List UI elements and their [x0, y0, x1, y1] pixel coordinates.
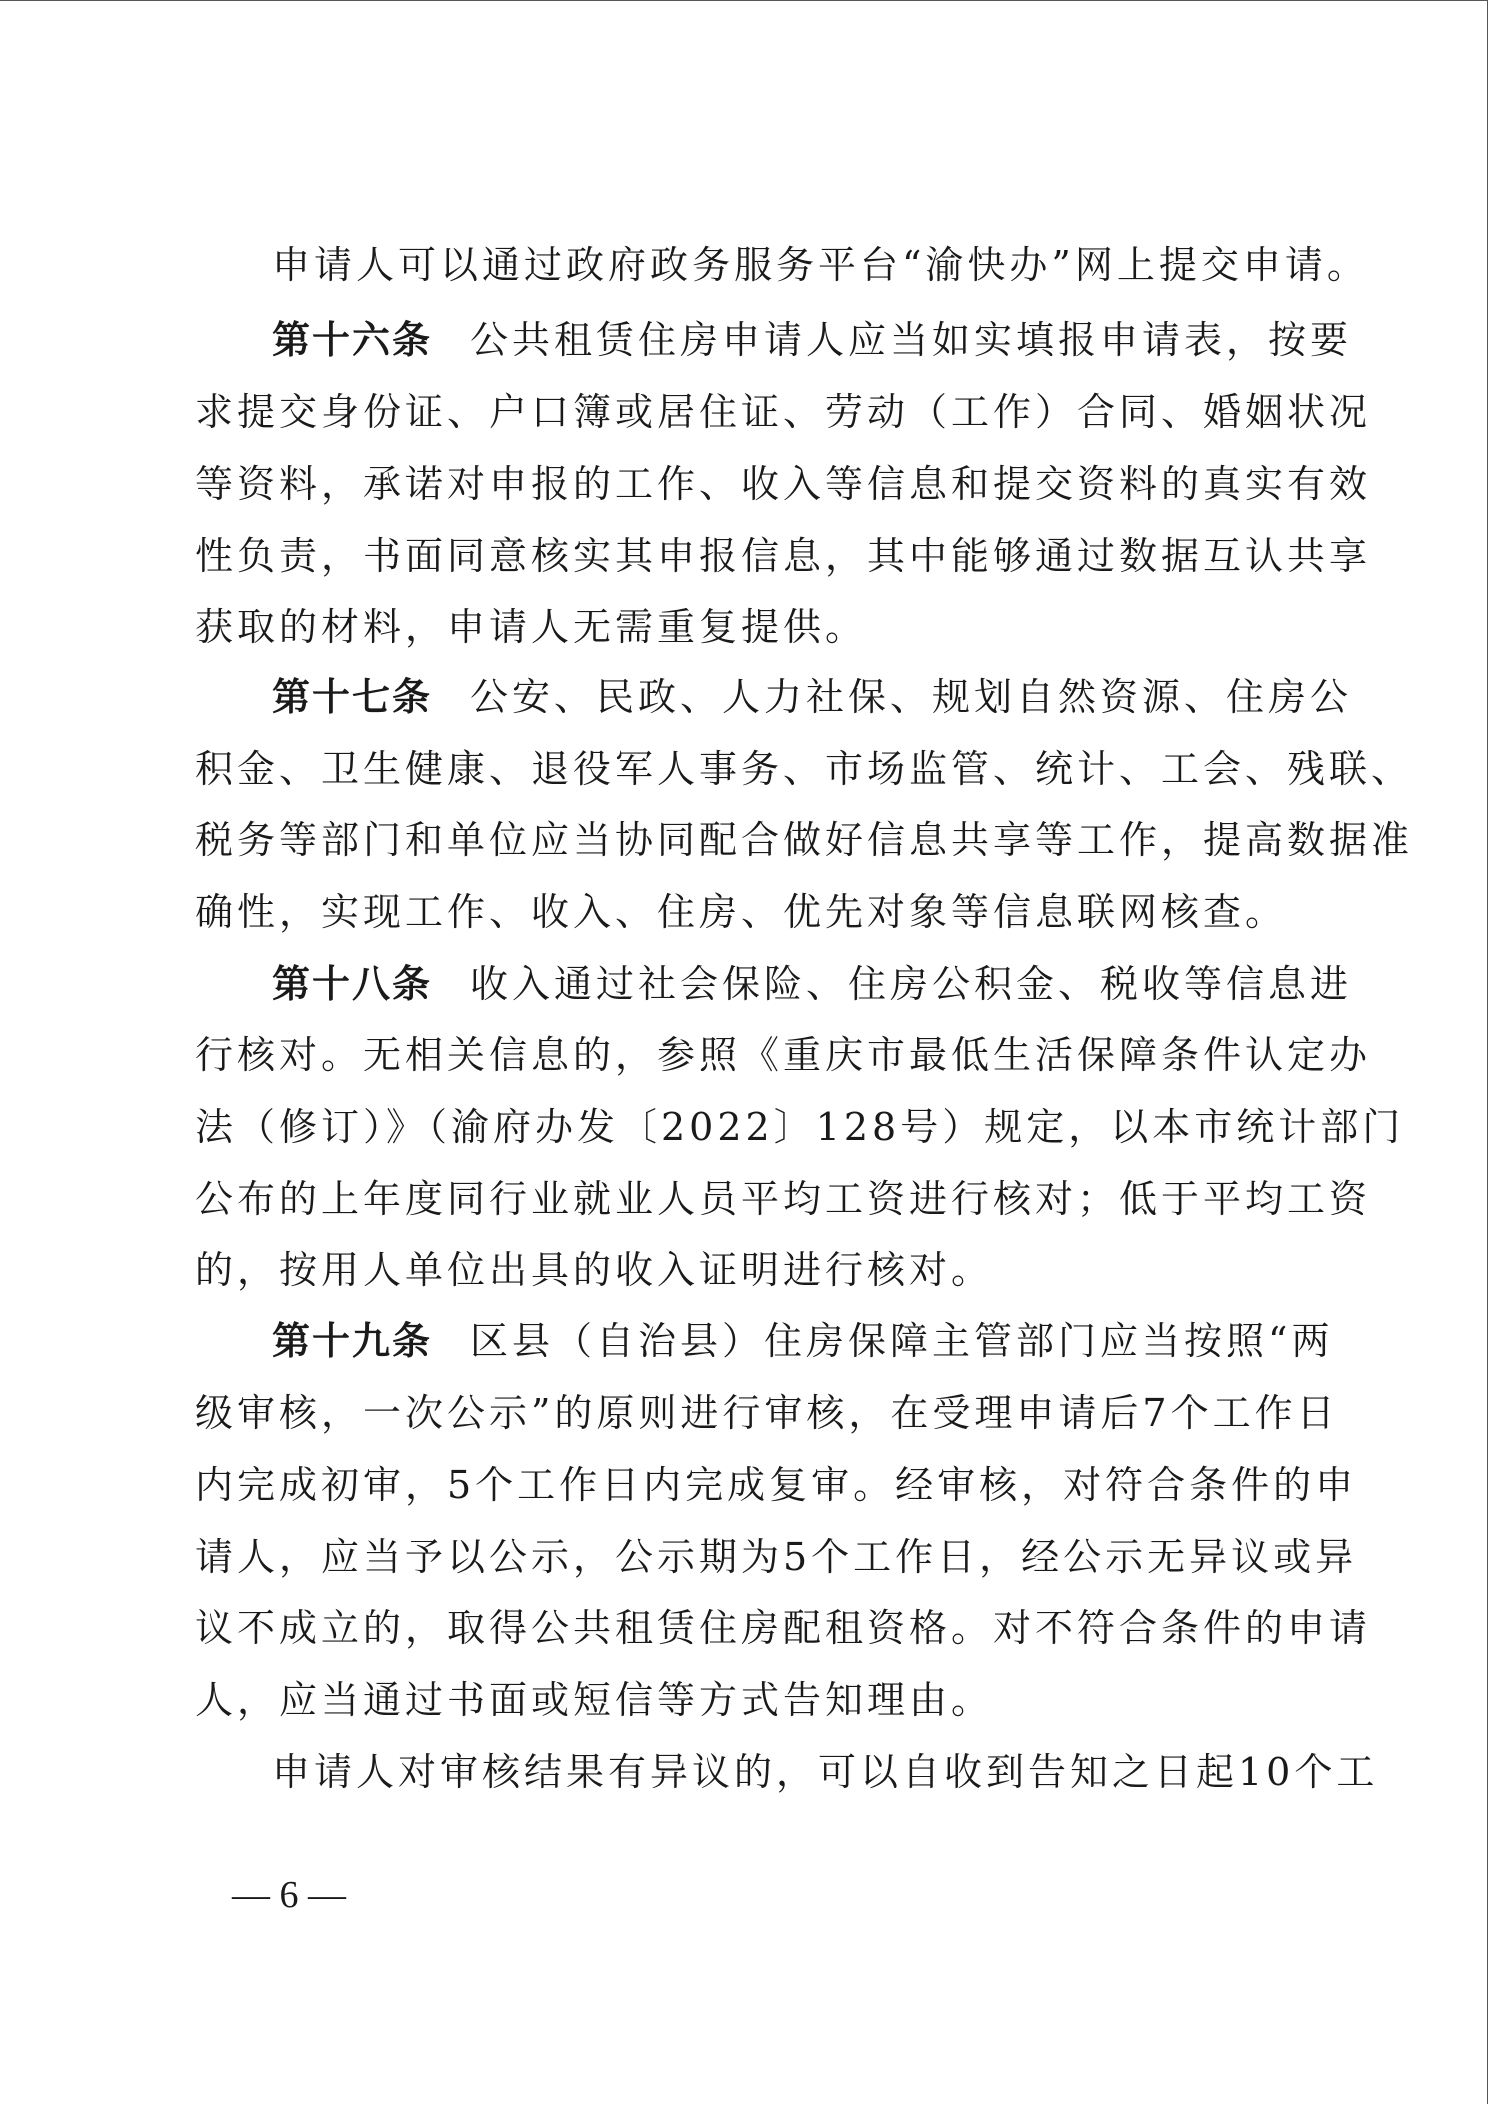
line-text: 议不成立的，取得公共租赁住房配租资格。对不符合条件的申请 [195, 1606, 1372, 1650]
article-line [272, 673, 1353, 721]
text-line [195, 1533, 1358, 1581]
line-text: 获取的材料，申请人无需重复提供。 [195, 605, 868, 649]
text-line [195, 460, 1372, 508]
article-number: 第十九条 [272, 1319, 433, 1363]
line-text: 公布的上年度同行业就业人员平均工资进行核对；低于平均工资 [195, 1177, 1372, 1221]
line-text: 区县（自治县）住房保障主管部门应当按照“两 [470, 1319, 1334, 1363]
line-text: 税务等部门和单位应当协同配合做好信息共享等工作，提高数据准 [195, 818, 1414, 862]
article-number: 第十八条 [272, 962, 433, 1006]
article-line [272, 1317, 1334, 1365]
text-line [195, 1175, 1372, 1223]
text-line [195, 745, 1414, 793]
text-line [272, 241, 1369, 289]
line-text: 法（修订）》（渝府办发〔2022〕128号）规定，以本市统计部门 [195, 1105, 1405, 1149]
page-number: — 6 — [232, 1874, 346, 1916]
text-line [195, 1389, 1339, 1437]
article-line [272, 316, 1353, 364]
line-text: 人，应当通过书面或短信等方式告知理由。 [195, 1678, 994, 1722]
line-text: 确性，实现工作、收入、住房、优先对象等信息联网核查。 [195, 890, 1288, 934]
line-text: 申请人可以通过政府政务服务平台“渝快办”网上提交申请。 [272, 243, 1369, 287]
line-text: 内完成初审，5个工作日内完成复审。经审核，对符合条件的申 [195, 1463, 1358, 1507]
line-text: 公共租赁住房申请人应当如实填报申请表，按要 [470, 318, 1353, 362]
text-line [195, 1103, 1405, 1151]
line-text: 级审核，一次公示”的原则进行审核，在受理申请后7个工作日 [195, 1391, 1339, 1435]
text-line [272, 1748, 1379, 1796]
line-text: 收入通过社会保险、住房公积金、税收等信息进 [470, 962, 1353, 1006]
line-text: 性负责，书面同意核实其申报信息，其中能够通过数据互认共享 [195, 534, 1372, 578]
line-text: 积金、卫生健康、退役军人事务、市场监管、统计、工会、残联、 [195, 747, 1414, 791]
text-line [195, 1461, 1358, 1509]
article-number: 第十六条 [272, 318, 433, 362]
text-line [195, 1246, 1300, 1294]
text-line [195, 388, 1372, 436]
article-line [272, 960, 1353, 1008]
line-text: 的，按用人单位出具的收入证明进行核对。 [195, 1248, 994, 1292]
line-text: 求提交身份证、户口簿或居住证、劳动（工作）合同、婚姻状况 [195, 390, 1372, 434]
line-text: 申请人对审核结果有异议的，可以自收到告知之日起10个工 [272, 1750, 1379, 1794]
text-line [195, 1031, 1372, 1079]
article-number: 第十七条 [272, 675, 433, 719]
line-text: 等资料，承诺对申报的工作、收入等信息和提交资料的真实有效 [195, 462, 1372, 506]
text-line [195, 816, 1414, 864]
line-text: 公安、民政、人力社保、规划自然资源、住房公 [470, 675, 1353, 719]
text-line [195, 1604, 1372, 1652]
text-line [195, 1676, 1300, 1724]
line-text: 行核对。无相关信息的，参照《重庆市最低生活保障条件认定办 [195, 1033, 1372, 1077]
text-line [195, 603, 1300, 651]
line-text: 请人，应当予以公示，公示期为5个工作日，经公示无异议或异 [195, 1535, 1358, 1579]
text-line [195, 532, 1372, 580]
text-line [195, 888, 1300, 936]
